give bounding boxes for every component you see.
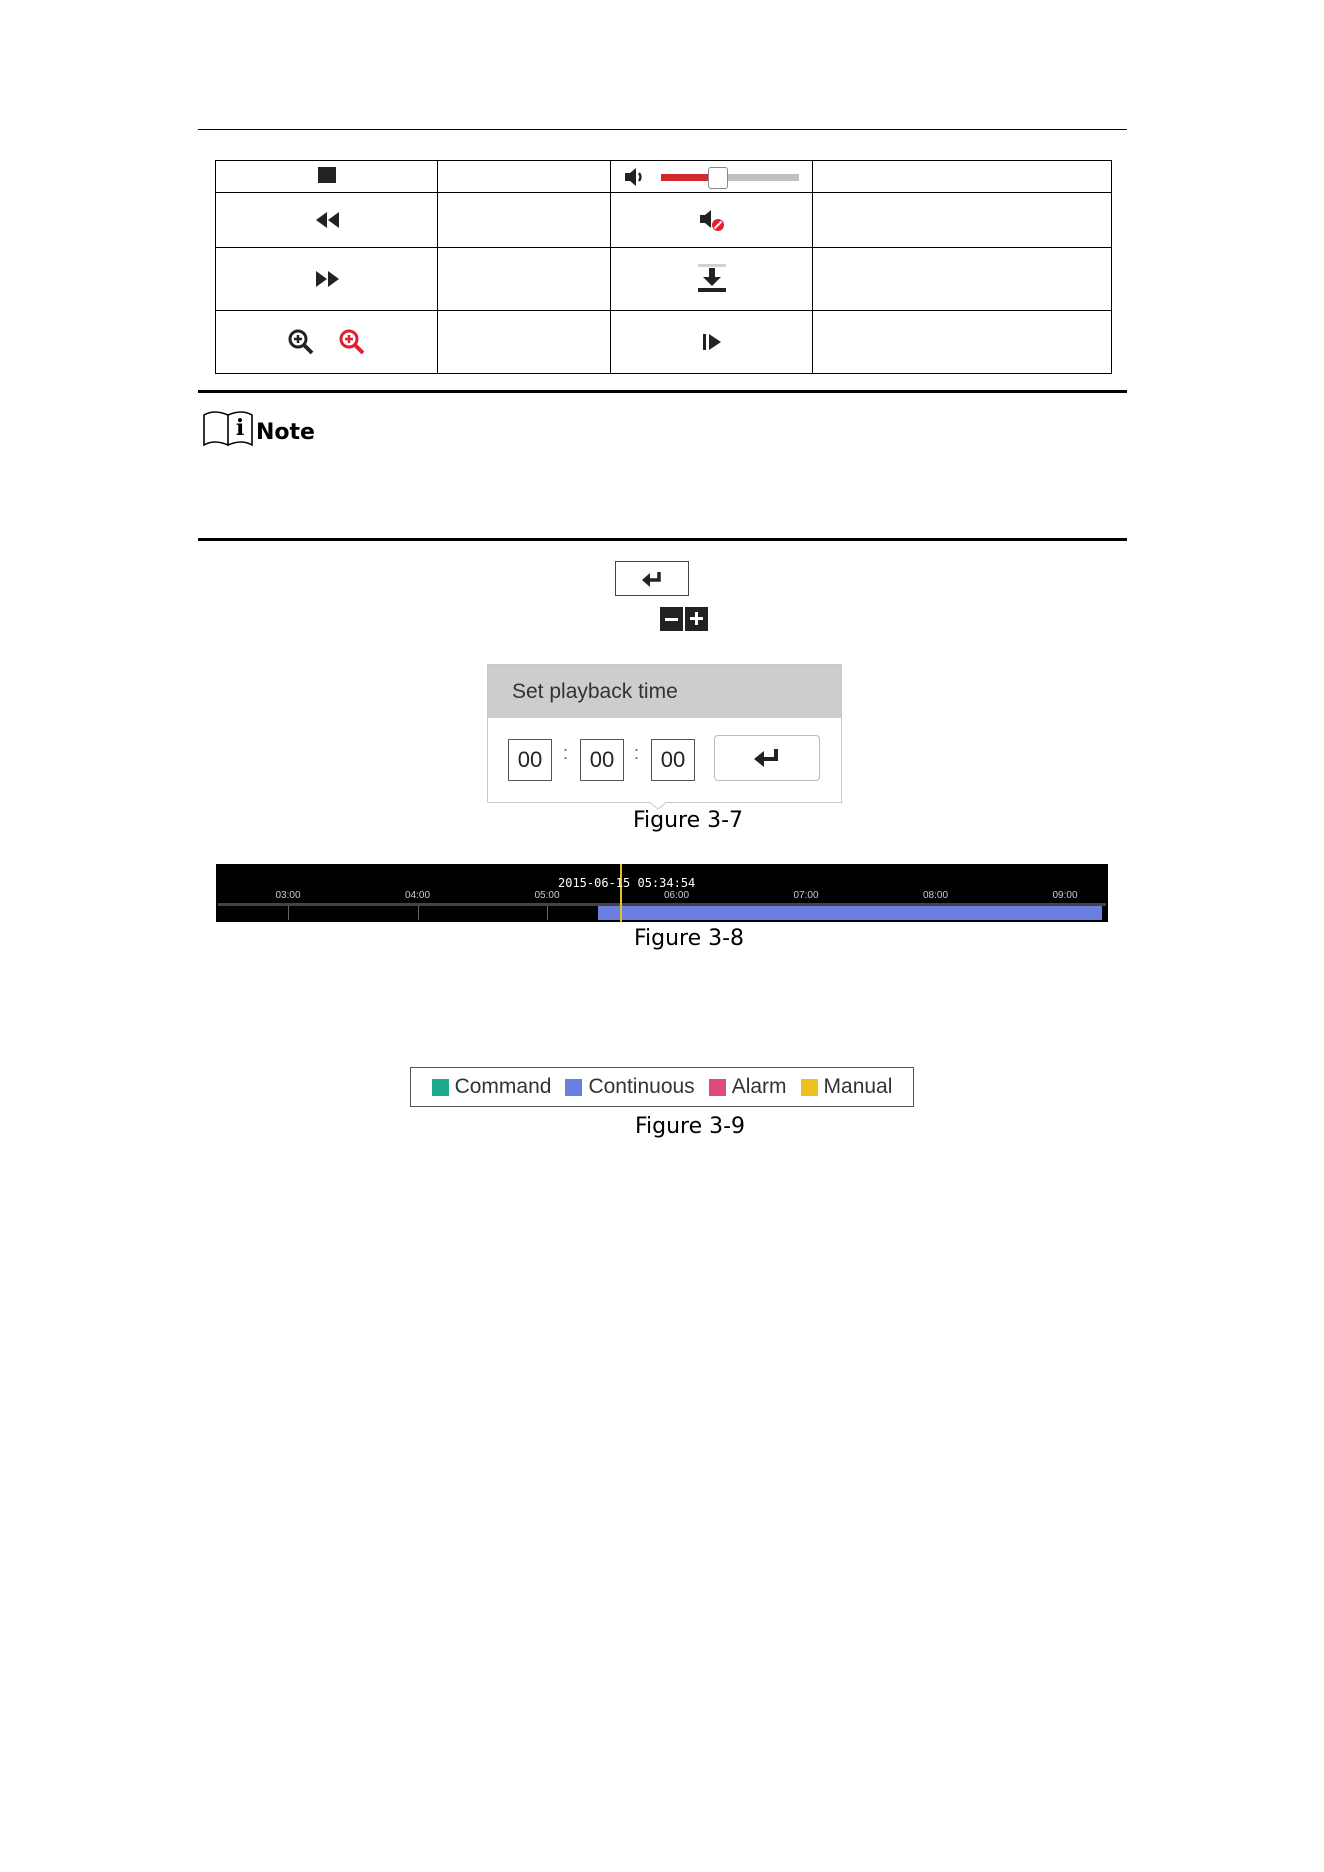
legend-label: Continuous (588, 1075, 695, 1098)
recording-bar (598, 906, 1102, 920)
playback-button-table (215, 160, 1112, 374)
note-bottom-rule (198, 538, 1127, 541)
single-frame-cell (611, 311, 813, 374)
second-input[interactable]: 00 (651, 739, 695, 781)
volume-cell (611, 161, 813, 193)
legend-item-manual (801, 1075, 893, 1099)
record-type-legend (410, 1067, 914, 1107)
empty-cell (813, 311, 1112, 374)
timeline-tick-label: 08:00 (922, 890, 949, 901)
timeline-tick-label: 05:00 (534, 890, 560, 901)
timeline-tick-label: 09:00 (1052, 890, 1078, 901)
zoom-in-active-icon[interactable] (338, 328, 366, 356)
download-icon[interactable] (696, 264, 728, 294)
figure-3-7-caption: Figure 3-7 (632, 808, 744, 833)
legend-swatch (801, 1079, 818, 1096)
digital-zoom-cell (216, 311, 438, 374)
empty-cell (813, 193, 1112, 248)
download-cell (611, 248, 813, 311)
legend-swatch (432, 1079, 449, 1096)
enter-icon (752, 747, 782, 769)
slow-forward-icon[interactable] (314, 210, 340, 230)
time-separator: : (634, 743, 640, 763)
volume-icon[interactable] (623, 166, 649, 188)
legend-swatch (709, 1079, 726, 1096)
slow-forward-cell (216, 193, 438, 248)
minute-input[interactable]: 00 (580, 739, 624, 781)
legend-label: Alarm (731, 1075, 787, 1098)
playback-timeline[interactable] (216, 864, 1108, 922)
empty-cell (438, 193, 611, 248)
minus-button[interactable] (660, 607, 683, 631)
volume-slider[interactable] (661, 166, 799, 188)
legend-swatch (565, 1079, 582, 1096)
note-book-icon (200, 409, 258, 447)
playback-time-enter-button[interactable] (714, 735, 820, 781)
single-frame-icon[interactable] (701, 332, 723, 352)
legend-label: Command (454, 1075, 552, 1098)
stop-cell (216, 161, 438, 193)
set-playback-time-title: Set playback time (488, 665, 841, 718)
enter-icon (640, 570, 664, 588)
mute-icon[interactable] (698, 207, 726, 233)
timeline-cursor[interactable] (620, 864, 622, 922)
empty-cell (438, 161, 611, 193)
empty-cell (438, 248, 611, 311)
volume-knob[interactable] (708, 167, 728, 189)
figure-3-9-caption: Figure 3-9 (634, 1114, 746, 1139)
timeline-tick-label: 03:00 (275, 890, 301, 901)
note-top-rule (198, 390, 1127, 393)
svg-text:i: i (235, 415, 245, 441)
mute-cell (611, 193, 813, 248)
figure-3-8-caption: Figure 3-8 (633, 926, 745, 951)
timeline-current-time: 2015-06-15 05:34:54 (558, 876, 696, 890)
zoom-timeline-buttons (660, 607, 708, 631)
legend-item-continuous (565, 1075, 694, 1099)
header-rule (198, 129, 1127, 130)
empty-cell (438, 311, 611, 374)
stop-icon[interactable] (317, 167, 337, 185)
timeline-tick-label: 06:00 (663, 890, 690, 901)
fast-forward-cell (216, 248, 438, 311)
timeline-tick-label: 04:00 (404, 890, 431, 901)
legend-label: Manual (823, 1075, 893, 1098)
note-label: Note (256, 420, 315, 445)
time-separator: : (563, 743, 569, 763)
volume-fill (661, 174, 709, 181)
empty-cell (813, 248, 1112, 311)
timeline-tick-label: 07:00 (793, 890, 819, 901)
legend-item-command (432, 1075, 552, 1099)
enter-button-inline[interactable] (615, 561, 689, 596)
fast-forward-icon[interactable] (314, 269, 340, 289)
empty-cell (813, 161, 1112, 193)
legend-item-alarm (709, 1075, 787, 1099)
zoom-in-icon[interactable] (287, 328, 315, 356)
set-playback-time-panel (487, 664, 842, 803)
hour-input[interactable]: 00 (508, 739, 552, 781)
plus-button[interactable] (685, 607, 708, 631)
